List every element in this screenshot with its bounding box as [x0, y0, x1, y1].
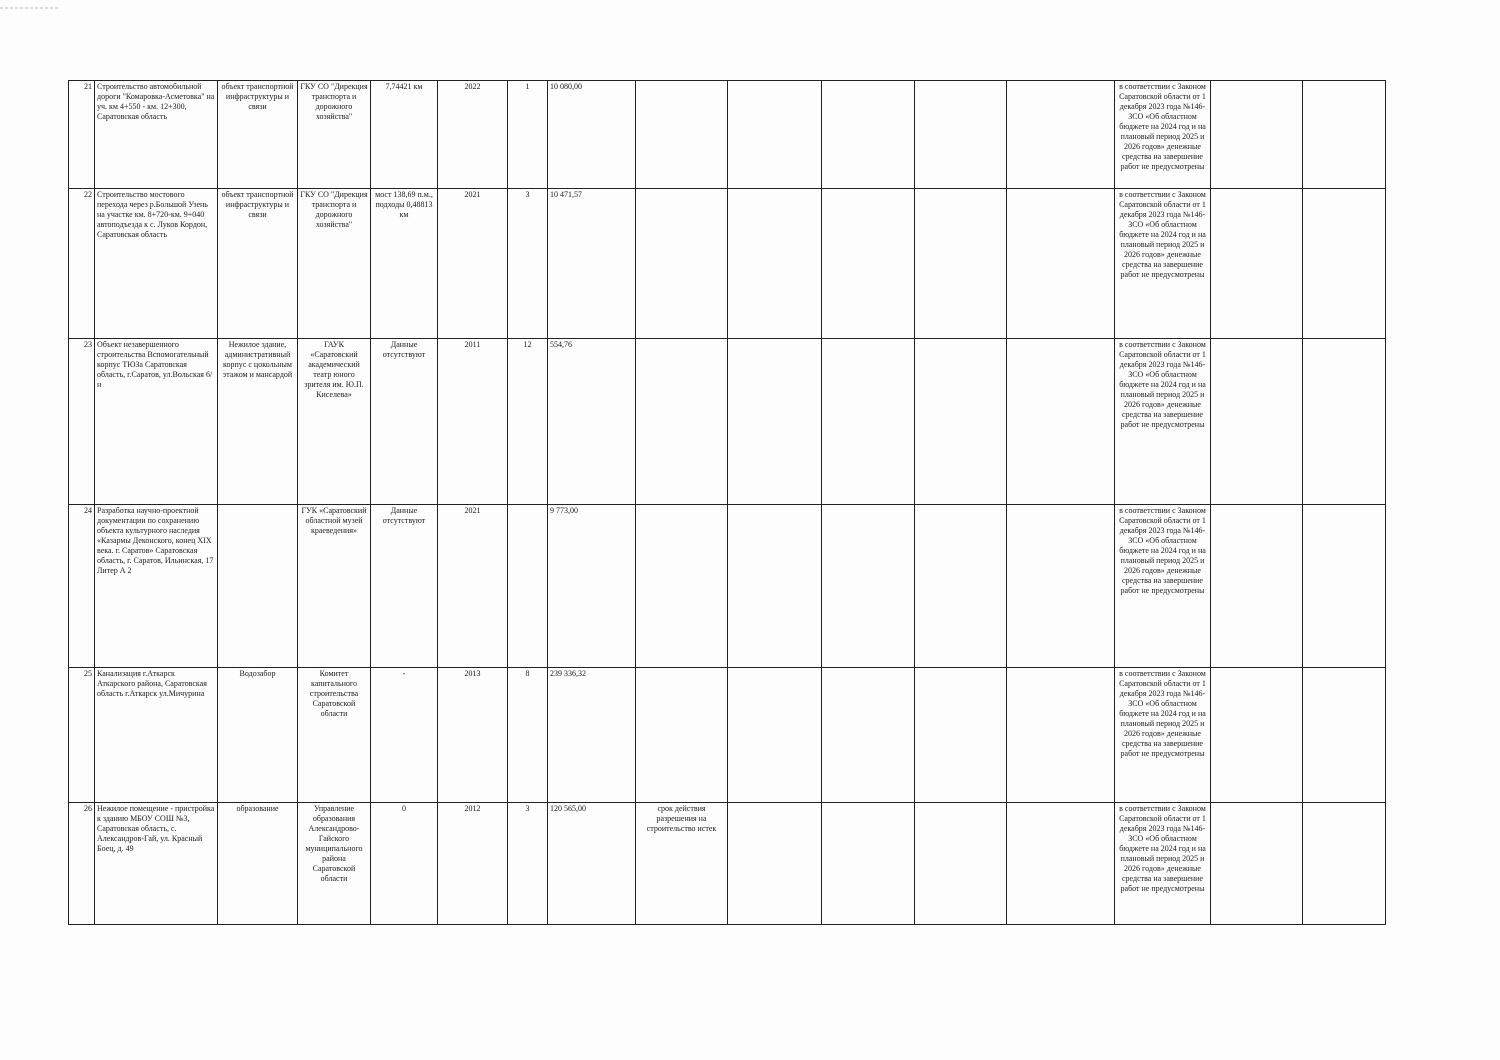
object-capacity: Данные отсутствуют: [371, 339, 438, 505]
start-year: 2021: [438, 505, 508, 668]
table-row: [69, 668, 1386, 803]
start-year: 2011: [438, 339, 508, 505]
readiness-percent: 8: [508, 668, 548, 803]
object-capacity: Данные отсутствуют: [371, 505, 438, 668]
empty-cell: [915, 505, 1007, 668]
funding-note: в соответствии с Законом Саратовской области от 1 декабря 2023 года №146-ЗСО «Об областном бюджете на 2024 год и на плановый период 2025 и 2026 годов» денежные средства на завершение работ не предусмотрены: [1115, 505, 1211, 668]
object-purpose: [218, 505, 298, 668]
funding-note: в соответствии с Законом Саратовской области от 1 декабря 2023 года №146-ЗСО «Об областном бюджете на 2024 год и на плановый период 2025 и 2026 годов» денежные средства на завершение работ не предусмотрены: [1115, 803, 1211, 925]
empty-cell: [915, 339, 1007, 505]
readiness-percent: 3: [508, 803, 548, 925]
cost-value: 9 773,00: [548, 505, 636, 668]
suspension-reason: срок действия разрешения на строительство истек: [636, 803, 728, 925]
empty-cell: [1303, 81, 1386, 189]
row-number: 25: [69, 668, 95, 803]
object-purpose: образование: [218, 803, 298, 925]
cost-value: 10 080,00: [548, 81, 636, 189]
object-name: Нежилое помещение - пристройка к зданию МБОУ СОШ №3, Саратовская область, с. Александров-Гай, ул. Красный Боец, д. 49: [95, 803, 218, 925]
object-owner: Комитет капитального строительства Саратовской области: [298, 668, 371, 803]
cost-value: 120 565,00: [548, 803, 636, 925]
object-purpose: объект транспортной инфраструктуры и связи: [218, 189, 298, 339]
empty-cell: [1007, 668, 1115, 803]
table-row: [69, 81, 1386, 189]
empty-cell: [1211, 803, 1303, 925]
empty-cell: [822, 81, 915, 189]
empty-cell: [822, 339, 915, 505]
empty-cell: [728, 189, 822, 339]
empty-cell: [1007, 81, 1115, 189]
row-number: 22: [69, 189, 95, 339]
row-number: 26: [69, 803, 95, 925]
cost-value: 554,76: [548, 339, 636, 505]
object-owner: Управление образования Александрово-Гайского муниципального района Саратовской области: [298, 803, 371, 925]
empty-cell: [1007, 803, 1115, 925]
scan-artifact-icon: [0, 5, 60, 13]
empty-cell: [1211, 339, 1303, 505]
empty-cell: [915, 189, 1007, 339]
row-number: 24: [69, 505, 95, 668]
object-purpose: Водозабор: [218, 668, 298, 803]
empty-cell: [728, 803, 822, 925]
object-capacity: 7,74421 км: [371, 81, 438, 189]
suspension-reason: [636, 189, 728, 339]
table-row: [69, 339, 1386, 505]
object-owner: ГКУ СО "Дирекция транспорта и дорожного хозяйства": [298, 81, 371, 189]
empty-cell: [1007, 189, 1115, 339]
empty-cell: [1303, 505, 1386, 668]
table-row: [69, 189, 1386, 339]
funding-note: в соответствии с Законом Саратовской области от 1 декабря 2023 года №146-ЗСО «Об областном бюджете на 2024 год и на плановый период 2025 и 2026 годов» денежные средства на завершение работ не предусмотрены: [1115, 189, 1211, 339]
cost-value: 10 471,57: [548, 189, 636, 339]
readiness-percent: 12: [508, 339, 548, 505]
suspension-reason: [636, 81, 728, 189]
cost-value: 239 336,32: [548, 668, 636, 803]
empty-cell: [1211, 668, 1303, 803]
start-year: 2013: [438, 668, 508, 803]
empty-cell: [728, 339, 822, 505]
object-name: Канализация г.Аткарск Аткарского района, Саратовская область г.Аткарск ул.Мичурина: [95, 668, 218, 803]
funding-note: в соответствии с Законом Саратовской области от 1 декабря 2023 года №146-ЗСО «Об областном бюджете на 2024 год и на плановый период 2025 и 2026 годов» денежные средства на завершение работ не предусмотрены: [1115, 668, 1211, 803]
empty-cell: [728, 668, 822, 803]
object-purpose: Нежилое здание, административный корпус с цокольным этажом и мансардой: [218, 339, 298, 505]
empty-cell: [822, 505, 915, 668]
empty-cell: [1007, 505, 1115, 668]
row-number: 21: [69, 81, 95, 189]
object-name: Разработка научно-проектной документации по сохранению объекта культурного наследия «Казармы Деконского, конец XIX века. г. Саратов» Саратовская область, г. Саратов, Ильинская, 17 Литер А 2: [95, 505, 218, 668]
table-row: [69, 803, 1386, 925]
object-owner: ГАУК «Саратовский академический театр юного зрителя им. Ю.П. Киселева»: [298, 339, 371, 505]
empty-cell: [1211, 189, 1303, 339]
objects-table: [68, 80, 1386, 925]
empty-cell: [1303, 189, 1386, 339]
start-year: 2021: [438, 189, 508, 339]
empty-cell: [915, 803, 1007, 925]
table-row: [69, 505, 1386, 668]
start-year: 2022: [438, 81, 508, 189]
funding-note: в соответствии с Законом Саратовской области от 1 декабря 2023 года №146-ЗСО «Об областном бюджете на 2024 год и на плановый период 2025 и 2026 годов» денежные средства на завершение работ не предусмотрены: [1115, 81, 1211, 189]
empty-cell: [822, 803, 915, 925]
object-owner: ГУК «Саратовский областной музей краеведения»: [298, 505, 371, 668]
readiness-percent: 3: [508, 189, 548, 339]
readiness-percent: 1: [508, 81, 548, 189]
suspension-reason: [636, 339, 728, 505]
object-name: Строительство мостового перехода через р.Большой Узень на участке км. 8+720-км. 9+040 автоподъезда к с. Луков Кордон, Саратовская область: [95, 189, 218, 339]
empty-cell: [1303, 803, 1386, 925]
empty-cell: [915, 81, 1007, 189]
object-name: Объект незавершенного строительства Вспомогательный корпус ТЮЗа Саратовская область, г.Саратов, ул.Вольская 6/н: [95, 339, 218, 505]
empty-cell: [915, 668, 1007, 803]
empty-cell: [1211, 81, 1303, 189]
object-capacity: -: [371, 668, 438, 803]
empty-cell: [1303, 339, 1386, 505]
object-name: Строительство автомобильной дороги "Комаровка-Асметовка" на уч. км 4+550 - км. 12+300, Саратовская область: [95, 81, 218, 189]
funding-note: в соответствии с Законом Саратовской области от 1 декабря 2023 года №146-ЗСО «Об областном бюджете на 2024 год и на плановый период 2025 и 2026 годов» денежные средства на завершение работ не предусмотрены: [1115, 339, 1211, 505]
object-owner: ГКУ СО "Дирекция транспорта и дорожного хозяйства": [298, 189, 371, 339]
suspension-reason: [636, 505, 728, 668]
empty-cell: [1007, 339, 1115, 505]
empty-cell: [728, 81, 822, 189]
object-capacity: мост 138,69 п.м., подходы 0,48813 км: [371, 189, 438, 339]
empty-cell: [822, 189, 915, 339]
readiness-percent: [508, 505, 548, 668]
object-capacity: 0: [371, 803, 438, 925]
start-year: 2012: [438, 803, 508, 925]
empty-cell: [1303, 668, 1386, 803]
object-purpose: объект транспортной инфраструктуры и связи: [218, 81, 298, 189]
scan-corner-artifact: [0, 0, 60, 8]
empty-cell: [1211, 505, 1303, 668]
suspension-reason: [636, 668, 728, 803]
empty-cell: [822, 668, 915, 803]
empty-cell: [728, 505, 822, 668]
row-number: 23: [69, 339, 95, 505]
